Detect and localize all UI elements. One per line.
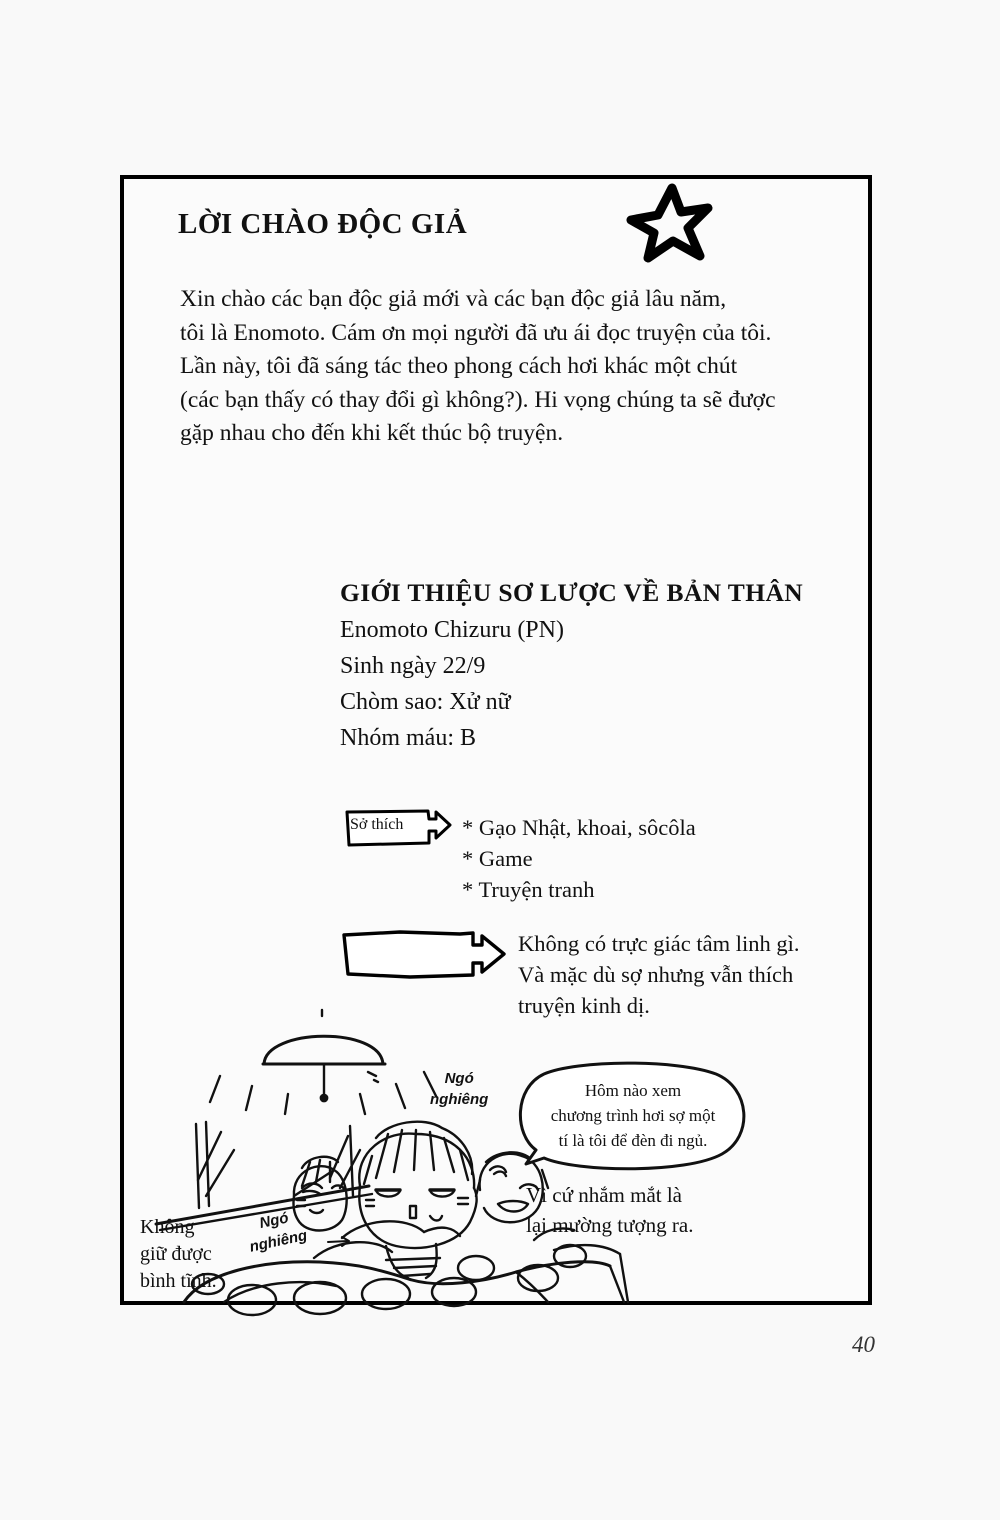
blank-note	[518, 928, 800, 1021]
hobby-item: * Game	[462, 846, 533, 871]
hobby-item: * Truyện tranh	[462, 877, 595, 902]
speech-bubble	[506, 1062, 760, 1174]
hobby-list	[462, 812, 696, 905]
sfx-peek-1	[430, 1068, 488, 1110]
sfx-line: Ngó	[257, 1209, 291, 1233]
profile-line-bloodtype: Nhóm máu: B	[340, 725, 476, 751]
blank-tag-box	[340, 928, 510, 980]
hobby-tag-label: Sở thích	[350, 816, 404, 833]
sfx-line: nghiêng	[248, 1226, 309, 1256]
blank-note-line: Và mặc dù sợ nhưng vẫn thích	[518, 962, 794, 987]
sfx-line: nghiêng	[430, 1091, 489, 1108]
greeting-line: Lần này, tôi đã sáng tác theo phong cách hơi khác một chút	[180, 353, 738, 379]
profile-block	[340, 578, 860, 756]
speech-bubble-line: chương trình hơi sợ một	[550, 1106, 716, 1125]
star-icon	[628, 186, 712, 264]
greeting-line: gặp nhau cho đến khi kết thúc bộ truyện.	[180, 420, 564, 446]
greeting-line: Xin chào các bạn độc giả mới và các bạn độc giả lâu năm,	[180, 286, 727, 312]
speech-bubble-line: Hôm nào xem	[584, 1081, 682, 1100]
imagine-caption-line: Vì cứ nhắm mắt là	[526, 1183, 683, 1207]
calm-caption-line: bình tĩnh.	[140, 1270, 217, 1292]
page-number: 40	[852, 1332, 875, 1357]
greeting-line: tôi là Enomoto. Cám ơn mọi người đã ưu ái đọc truyện của tôi.	[180, 319, 772, 346]
calm-caption-line: giữ được	[140, 1243, 212, 1265]
greeting-line: (các bạn thấy có thay đổi gì không?). Hi vọng chúng ta sẽ được	[180, 386, 776, 413]
speech-bubble-text	[506, 1078, 760, 1153]
imagine-caption	[526, 1180, 693, 1240]
profile-line-name: Enomoto Chizuru (PN)	[340, 617, 564, 643]
calm-caption	[140, 1214, 217, 1295]
greeting-body	[180, 283, 840, 451]
profile-line-zodiac: Chòm sao: Xử nữ	[340, 689, 511, 715]
hobby-item: * Gạo Nhật, khoai, sôcôla	[462, 815, 696, 840]
blank-note-line: Không có trực giác tâm linh gì.	[518, 931, 800, 956]
imagine-caption-line: lại mường tượng ra.	[526, 1213, 694, 1237]
blank-note-line: truyện kinh dị.	[518, 993, 650, 1018]
sfx-line: Ngó	[444, 1070, 474, 1087]
hobby-tag-box	[344, 808, 452, 848]
page-title: LỜI CHÀO ĐỘC GIẢ	[178, 208, 468, 240]
calm-caption-line: Không	[140, 1216, 195, 1238]
speech-bubble-line: tí là tôi để đèn đi ngủ.	[558, 1131, 708, 1150]
profile-line-birthday: Sinh ngày 22/9	[340, 653, 486, 679]
profile-title: GIỚI THIỆU SƠ LƯỢC VỀ BẢN THÂN	[340, 578, 804, 607]
